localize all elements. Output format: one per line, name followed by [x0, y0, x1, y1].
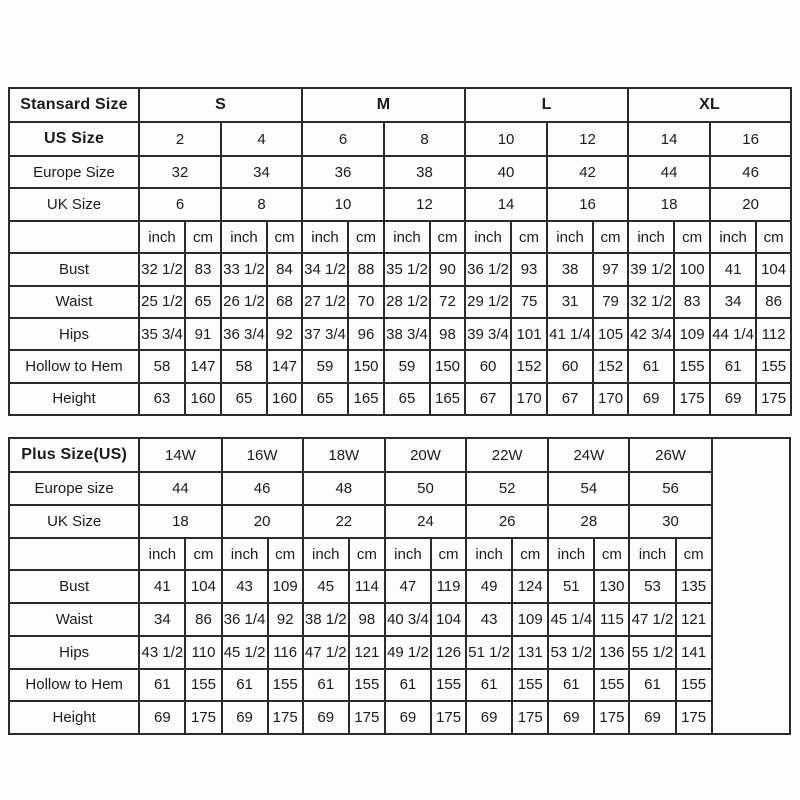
- value-cell: 38 3/4: [384, 318, 430, 350]
- value-cell: 34: [710, 286, 756, 318]
- value-cell: inch: [628, 221, 674, 253]
- value-cell: 61: [385, 669, 431, 702]
- value-cell: 20: [710, 188, 791, 220]
- value-cell: 69: [628, 383, 674, 415]
- value-cell: 68: [267, 286, 302, 318]
- header-cell: XL: [628, 88, 791, 122]
- value-cell: 32: [139, 156, 221, 188]
- value-cell: 26W: [629, 438, 711, 472]
- value-cell: 147: [185, 350, 221, 382]
- value-cell: inch: [466, 538, 512, 571]
- value-cell: 92: [267, 318, 302, 350]
- value-cell: 65: [221, 383, 267, 415]
- value-cell: cm: [348, 221, 384, 253]
- value-cell: Waist: [9, 286, 139, 318]
- value-cell: 43: [466, 603, 512, 636]
- value-cell: cm: [430, 221, 465, 253]
- table-row: [9, 438, 790, 472]
- value-cell: 104: [431, 603, 466, 636]
- value-cell: 54: [548, 472, 629, 505]
- value-cell: Waist: [9, 603, 139, 636]
- value-cell: 18: [628, 188, 710, 220]
- value-cell: 8: [384, 122, 465, 156]
- value-cell: 165: [348, 383, 384, 415]
- value-cell: 126: [431, 636, 466, 669]
- value-cell: 29 1/2: [465, 286, 511, 318]
- value-cell: 70: [348, 286, 384, 318]
- value-cell: 155: [676, 669, 712, 702]
- value-cell: 10: [465, 122, 547, 156]
- value-cell: 47: [385, 570, 431, 603]
- value-cell: 36: [302, 156, 384, 188]
- value-cell: 150: [430, 350, 465, 382]
- value-cell: 160: [185, 383, 221, 415]
- value-cell: 72: [430, 286, 465, 318]
- value-cell: Hips: [9, 318, 139, 350]
- value-cell: 24W: [548, 438, 629, 472]
- value-cell: 44: [628, 156, 710, 188]
- value-cell: 36 3/4: [221, 318, 267, 350]
- table-row: [9, 188, 791, 220]
- value-cell: 69: [466, 701, 512, 734]
- value-cell: 45: [303, 570, 349, 603]
- value-cell: 56: [629, 472, 711, 505]
- plus-size-table: [8, 437, 791, 735]
- value-cell: 91: [185, 318, 221, 350]
- value-cell: 98: [430, 318, 465, 350]
- value-cell: Hollow to Hem: [9, 669, 139, 702]
- value-cell: 49: [466, 570, 512, 603]
- value-cell: 48: [303, 472, 385, 505]
- value-cell: cm: [594, 538, 629, 571]
- value-cell: 136: [594, 636, 629, 669]
- value-cell: 105: [593, 318, 628, 350]
- value-cell: 39 1/2: [628, 253, 674, 285]
- value-cell: 34: [221, 156, 302, 188]
- empty-cell: [712, 438, 790, 734]
- value-cell: 152: [511, 350, 547, 382]
- value-cell: 24: [385, 505, 466, 538]
- value-cell: 135: [676, 570, 712, 603]
- value-cell: inch: [384, 221, 430, 253]
- value-cell: 121: [676, 603, 712, 636]
- empty-cell: [9, 538, 139, 571]
- value-cell: 30: [629, 505, 711, 538]
- value-cell: 65: [384, 383, 430, 415]
- value-cell: 43: [222, 570, 268, 603]
- value-cell: 41: [710, 253, 756, 285]
- value-cell: cm: [185, 221, 221, 253]
- value-cell: 34 1/2: [302, 253, 348, 285]
- value-cell: 86: [756, 286, 791, 318]
- value-cell: 86: [185, 603, 221, 636]
- value-cell: 46: [710, 156, 791, 188]
- value-cell: 32 1/2: [628, 286, 674, 318]
- value-cell: cm: [512, 538, 548, 571]
- value-cell: 38 1/2: [303, 603, 349, 636]
- value-cell: 14W: [139, 438, 221, 472]
- value-cell: 16: [710, 122, 791, 156]
- value-cell: 101: [511, 318, 547, 350]
- value-cell: 44: [139, 472, 221, 505]
- table-row: [9, 669, 790, 702]
- value-cell: inch: [465, 221, 511, 253]
- value-cell: 33 1/2: [221, 253, 267, 285]
- standard-size-table: [8, 87, 792, 416]
- table-row: [9, 221, 791, 253]
- value-cell: 93: [511, 253, 547, 285]
- value-cell: 42: [547, 156, 628, 188]
- value-cell: 109: [512, 603, 548, 636]
- value-cell: 16W: [222, 438, 303, 472]
- value-cell: 65: [302, 383, 348, 415]
- value-cell: inch: [629, 538, 675, 571]
- value-cell: cm: [268, 538, 303, 571]
- value-cell: 160: [267, 383, 302, 415]
- table-row: [9, 88, 791, 122]
- value-cell: 100: [674, 253, 710, 285]
- value-cell: 155: [756, 350, 791, 382]
- table-row: [9, 383, 791, 415]
- value-cell: 2: [139, 122, 221, 156]
- value-cell: 175: [512, 701, 548, 734]
- value-cell: 170: [511, 383, 547, 415]
- value-cell: inch: [222, 538, 268, 571]
- header-cell: Stansard Size: [9, 88, 139, 122]
- value-cell: 96: [348, 318, 384, 350]
- value-cell: 150: [348, 350, 384, 382]
- value-cell: inch: [548, 538, 594, 571]
- value-cell: 12: [384, 188, 465, 220]
- value-cell: 61: [710, 350, 756, 382]
- value-cell: 88: [348, 253, 384, 285]
- value-cell: 175: [431, 701, 466, 734]
- value-cell: 43 1/2: [139, 636, 185, 669]
- value-cell: 18: [139, 505, 221, 538]
- value-cell: 58: [139, 350, 185, 382]
- value-cell: 22: [303, 505, 385, 538]
- value-cell: 69: [222, 701, 268, 734]
- value-cell: 69: [629, 701, 675, 734]
- value-cell: 12: [547, 122, 628, 156]
- value-cell: 83: [674, 286, 710, 318]
- value-cell: 119: [431, 570, 466, 603]
- value-cell: 175: [268, 701, 303, 734]
- value-cell: 35 3/4: [139, 318, 185, 350]
- header-cell: S: [139, 88, 302, 122]
- table-row: [9, 286, 791, 318]
- value-cell: 116: [268, 636, 303, 669]
- value-cell: 147: [267, 350, 302, 382]
- value-cell: 14: [465, 188, 547, 220]
- value-cell: 115: [594, 603, 629, 636]
- table-row: [9, 350, 791, 382]
- value-cell: 60: [547, 350, 593, 382]
- value-cell: 20W: [385, 438, 466, 472]
- value-cell: cm: [674, 221, 710, 253]
- table-row: [9, 505, 790, 538]
- value-cell: cm: [676, 538, 712, 571]
- value-cell: 51: [548, 570, 594, 603]
- value-cell: 175: [594, 701, 629, 734]
- value-cell: 60: [465, 350, 511, 382]
- value-cell: 92: [268, 603, 303, 636]
- value-cell: 83: [185, 253, 221, 285]
- value-cell: Europe Size: [9, 156, 139, 188]
- value-cell: 121: [349, 636, 385, 669]
- value-cell: 61: [222, 669, 268, 702]
- value-cell: 58: [221, 350, 267, 382]
- value-cell: 175: [676, 701, 712, 734]
- value-cell: 6: [139, 188, 221, 220]
- value-cell: 53: [629, 570, 675, 603]
- value-cell: 35 1/2: [384, 253, 430, 285]
- value-cell: 28: [548, 505, 629, 538]
- value-cell: 69: [303, 701, 349, 734]
- table-row: [9, 603, 790, 636]
- value-cell: 155: [594, 669, 629, 702]
- value-cell: cm: [756, 221, 791, 253]
- value-cell: 98: [349, 603, 385, 636]
- value-cell: 165: [430, 383, 465, 415]
- value-cell: 6: [302, 122, 384, 156]
- value-cell: 109: [268, 570, 303, 603]
- value-cell: 41: [139, 570, 185, 603]
- value-cell: 155: [512, 669, 548, 702]
- value-cell: cm: [267, 221, 302, 253]
- table-row: [9, 570, 790, 603]
- value-cell: 45 1/4: [548, 603, 594, 636]
- value-cell: 61: [629, 669, 675, 702]
- value-cell: 69: [710, 383, 756, 415]
- value-cell: 28 1/2: [384, 286, 430, 318]
- header-cell: Plus Size(US): [9, 438, 139, 472]
- value-cell: Bust: [9, 253, 139, 285]
- value-cell: 55 1/2: [629, 636, 675, 669]
- value-cell: 110: [185, 636, 221, 669]
- value-cell: 109: [674, 318, 710, 350]
- value-cell: 61: [303, 669, 349, 702]
- value-cell: 26: [466, 505, 548, 538]
- value-cell: inch: [221, 221, 267, 253]
- table-row: [9, 538, 790, 571]
- value-cell: 46: [222, 472, 303, 505]
- value-cell: 59: [302, 350, 348, 382]
- table-row: [9, 318, 791, 350]
- value-cell: 69: [385, 701, 431, 734]
- value-cell: 41 1/4: [547, 318, 593, 350]
- value-cell: 67: [465, 383, 511, 415]
- value-cell: 97: [593, 253, 628, 285]
- value-cell: 49 1/2: [385, 636, 431, 669]
- value-cell: cm: [593, 221, 628, 253]
- value-cell: 38: [547, 253, 593, 285]
- value-cell: 39 3/4: [465, 318, 511, 350]
- value-cell: 59: [384, 350, 430, 382]
- value-cell: 61: [628, 350, 674, 382]
- value-cell: Hollow to Hem: [9, 350, 139, 382]
- value-cell: 84: [267, 253, 302, 285]
- value-cell: inch: [303, 538, 349, 571]
- header-cell: M: [302, 88, 465, 122]
- value-cell: inch: [547, 221, 593, 253]
- value-cell: 42 3/4: [628, 318, 674, 350]
- table-row: [9, 253, 791, 285]
- value-cell: 104: [185, 570, 221, 603]
- value-cell: 40: [465, 156, 547, 188]
- value-cell: 67: [547, 383, 593, 415]
- value-cell: inch: [385, 538, 431, 571]
- value-cell: 112: [756, 318, 791, 350]
- header-cell: US Size: [9, 122, 139, 156]
- value-cell: 16: [547, 188, 628, 220]
- value-cell: inch: [302, 221, 348, 253]
- value-cell: inch: [139, 538, 185, 571]
- value-cell: 114: [349, 570, 385, 603]
- value-cell: 175: [349, 701, 385, 734]
- value-cell: 175: [756, 383, 791, 415]
- value-cell: 155: [349, 669, 385, 702]
- value-cell: 155: [674, 350, 710, 382]
- value-cell: 104: [756, 253, 791, 285]
- value-cell: 37 3/4: [302, 318, 348, 350]
- value-cell: cm: [431, 538, 466, 571]
- value-cell: 69: [548, 701, 594, 734]
- value-cell: 8: [221, 188, 302, 220]
- value-cell: 61: [139, 669, 185, 702]
- value-cell: 152: [593, 350, 628, 382]
- value-cell: Europe size: [9, 472, 139, 505]
- value-cell: cm: [185, 538, 221, 571]
- value-cell: 14: [628, 122, 710, 156]
- value-cell: 34: [139, 603, 185, 636]
- value-cell: 75: [511, 286, 547, 318]
- value-cell: cm: [511, 221, 547, 253]
- value-cell: inch: [710, 221, 756, 253]
- value-cell: 69: [139, 701, 185, 734]
- value-cell: 155: [185, 669, 221, 702]
- table-row: [9, 156, 791, 188]
- value-cell: 63: [139, 383, 185, 415]
- value-cell: cm: [349, 538, 385, 571]
- value-cell: 90: [430, 253, 465, 285]
- value-cell: 31: [547, 286, 593, 318]
- value-cell: 50: [385, 472, 466, 505]
- empty-cell: [9, 221, 139, 253]
- value-cell: 53 1/2: [548, 636, 594, 669]
- table-row: [9, 472, 790, 505]
- value-cell: 79: [593, 286, 628, 318]
- value-cell: 61: [466, 669, 512, 702]
- value-cell: 32 1/2: [139, 253, 185, 285]
- value-cell: 4: [221, 122, 302, 156]
- value-cell: 36 1/4: [222, 603, 268, 636]
- value-cell: Height: [9, 701, 139, 734]
- value-cell: 45 1/2: [222, 636, 268, 669]
- value-cell: 18W: [303, 438, 385, 472]
- value-cell: 155: [431, 669, 466, 702]
- value-cell: 26 1/2: [221, 286, 267, 318]
- value-cell: 36 1/2: [465, 253, 511, 285]
- value-cell: 130: [594, 570, 629, 603]
- value-cell: 38: [384, 156, 465, 188]
- value-cell: 124: [512, 570, 548, 603]
- value-cell: 10: [302, 188, 384, 220]
- value-cell: UK Size: [9, 188, 139, 220]
- value-cell: 52: [466, 472, 548, 505]
- value-cell: 25 1/2: [139, 286, 185, 318]
- value-cell: inch: [139, 221, 185, 253]
- value-cell: 175: [674, 383, 710, 415]
- value-cell: UK Size: [9, 505, 139, 538]
- value-cell: 44 1/4: [710, 318, 756, 350]
- table-row: [9, 701, 790, 734]
- header-cell: L: [465, 88, 628, 122]
- value-cell: 22W: [466, 438, 548, 472]
- value-cell: 47 1/2: [303, 636, 349, 669]
- value-cell: 131: [512, 636, 548, 669]
- value-cell: 65: [185, 286, 221, 318]
- value-cell: Bust: [9, 570, 139, 603]
- value-cell: 20: [222, 505, 303, 538]
- table-row: [9, 122, 791, 156]
- value-cell: 47 1/2: [629, 603, 675, 636]
- value-cell: 27 1/2: [302, 286, 348, 318]
- value-cell: 175: [185, 701, 221, 734]
- value-cell: Hips: [9, 636, 139, 669]
- value-cell: 61: [548, 669, 594, 702]
- value-cell: 155: [268, 669, 303, 702]
- value-cell: 51 1/2: [466, 636, 512, 669]
- value-cell: Height: [9, 383, 139, 415]
- table-row: [9, 636, 790, 669]
- value-cell: 141: [676, 636, 712, 669]
- value-cell: 40 3/4: [385, 603, 431, 636]
- value-cell: 170: [593, 383, 628, 415]
